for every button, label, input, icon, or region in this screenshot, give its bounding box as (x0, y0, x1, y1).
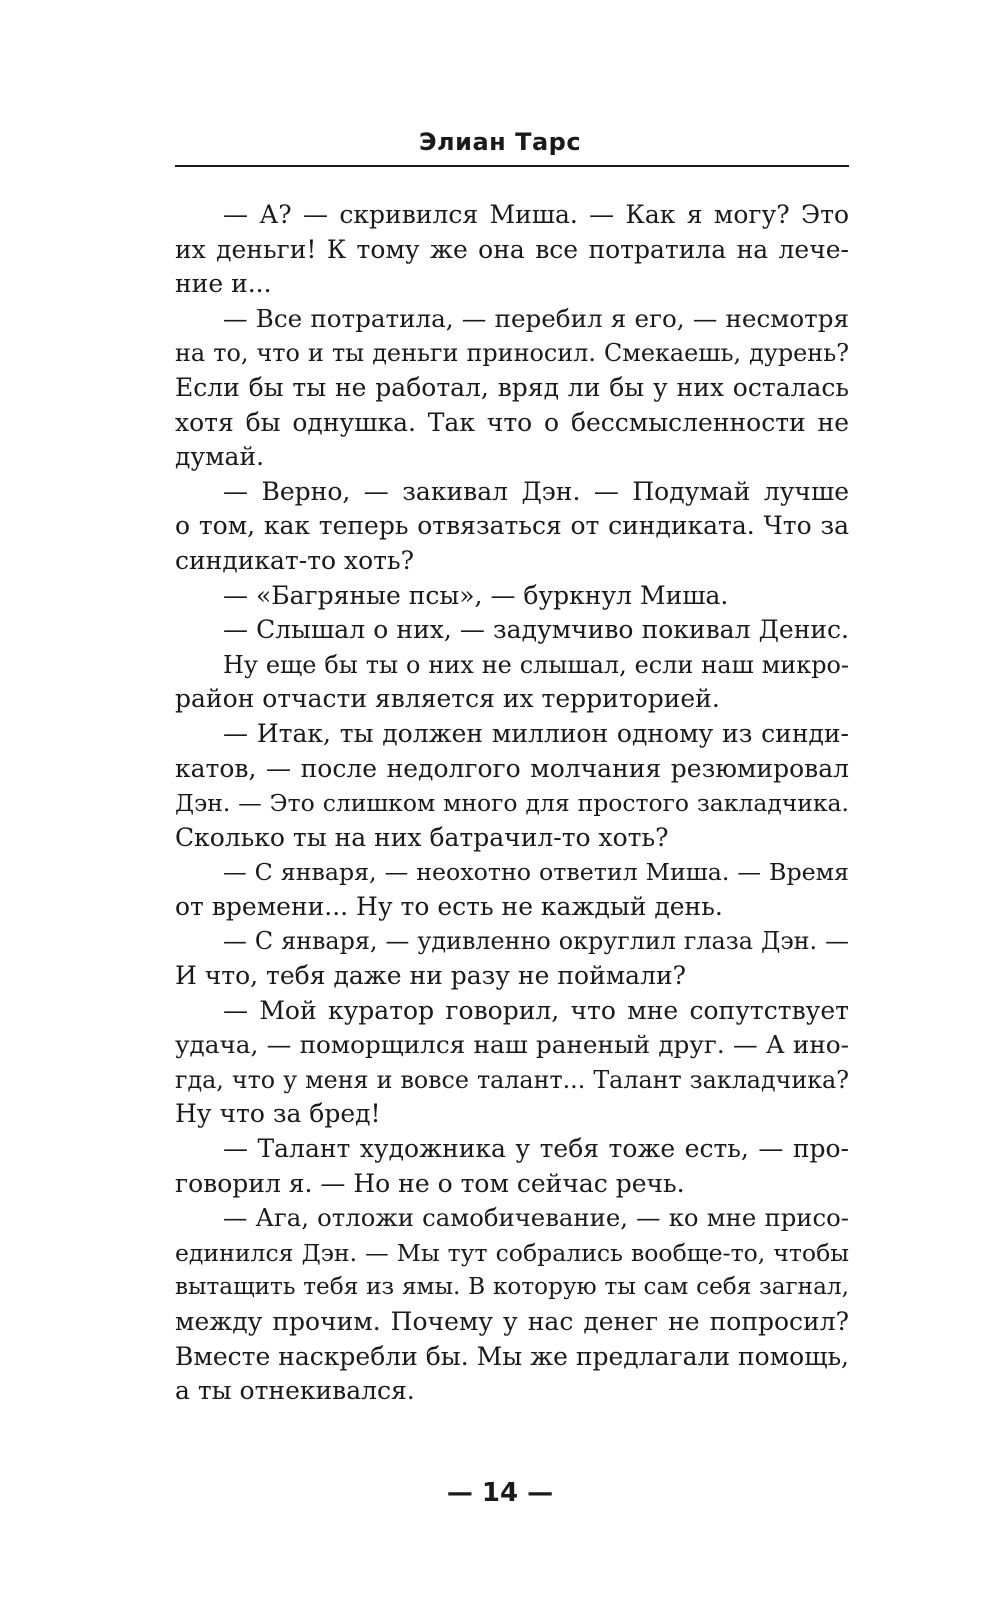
text-line: — Талант художника у тебя тоже есть, — про- (223, 1134, 849, 1164)
text-line: вытащить тебя из ямы. В которую ты сам себя загнал, (175, 1273, 849, 1301)
text-line: Дэн. — Это слишком много для простого закладчика. (175, 789, 849, 818)
text-line: ние и... (175, 269, 272, 299)
text-line: Ну еще бы ты о них не слышал, если наш микро- (223, 650, 849, 679)
text-line: говорил я. — Но не о том сейчас речь. (175, 1168, 685, 1198)
text-line: — Все потратила, — перебил я его, — несмотря (223, 303, 849, 333)
text-line: гда, что у меня и вовсе талант... Талант закладчика? (175, 1065, 849, 1094)
running-head-author: Элиан Тарс (418, 128, 582, 156)
body-text (175, 198, 849, 1409)
text-line: о том, как теперь отвязаться от синдиката. Что за (175, 511, 849, 541)
text-line: на то, что и ты деньги приносил. Смекаешь, дурень? (175, 339, 849, 368)
text-line: — Верно, — закивал Дэн. — Подумай лучше (223, 476, 849, 506)
page-number: — 14 — (446, 1478, 554, 1508)
text-line: синдикат-то хоть? (175, 545, 415, 575)
text-line: единился Дэн. — Мы тут собрались вообще-то, чтобы (175, 1238, 849, 1267)
text-line: — Итак, ты должен миллион одному из синди- (223, 718, 849, 748)
text-line: Вместе наскребли бы. Мы же предлагали помощь, (175, 1341, 849, 1371)
text-line: а ты отнекивался. (175, 1376, 415, 1406)
text-line: между прочим. Почему у нас денег не попросил? (175, 1307, 849, 1336)
text-line: Ну что за бред! (175, 1099, 381, 1129)
text-line: — С января, — неохотно ответил Миша. — Время (223, 858, 849, 887)
text-line: Если бы ты не работал, вряд ли бы у них осталась (175, 372, 849, 402)
text-line: И что, тебя даже ни разу не поймали? (175, 961, 687, 991)
text-line: хотя бы однушка. Так что о бессмысленности не (175, 407, 849, 437)
text-line: — А? — скривился Миша. — Как я могу? Это (223, 200, 849, 229)
text-line: от времени... Ну то есть не каждый день. (175, 891, 723, 921)
text-line: — Ага, отложи самобичевание, — ко мне присо- (223, 1203, 849, 1233)
text-line: Сколько ты на них батрачил-то хоть? (175, 822, 669, 852)
text-line: — Слышал о них, — задумчиво покивал Денис. (223, 615, 849, 645)
text-line: думай. (175, 442, 265, 472)
header-rule (175, 165, 849, 167)
text-line: — С января, — удивленно округлил глаза Дэн. — (223, 927, 849, 956)
text-line: удача, — поморщился наш раненый друг. — А ино- (175, 1030, 849, 1060)
text-line: — «Багряные псы», — буркнул Миша. (223, 580, 729, 610)
text-line: район отчасти является их территорией. (175, 684, 720, 714)
text-line: их деньги! К тому же она все потратила на лече- (175, 234, 849, 264)
text-line: катов, — после недолгого молчания резюмировал (175, 753, 849, 783)
text-line: — Мой куратор говорил, что мне сопутствует (223, 995, 849, 1025)
